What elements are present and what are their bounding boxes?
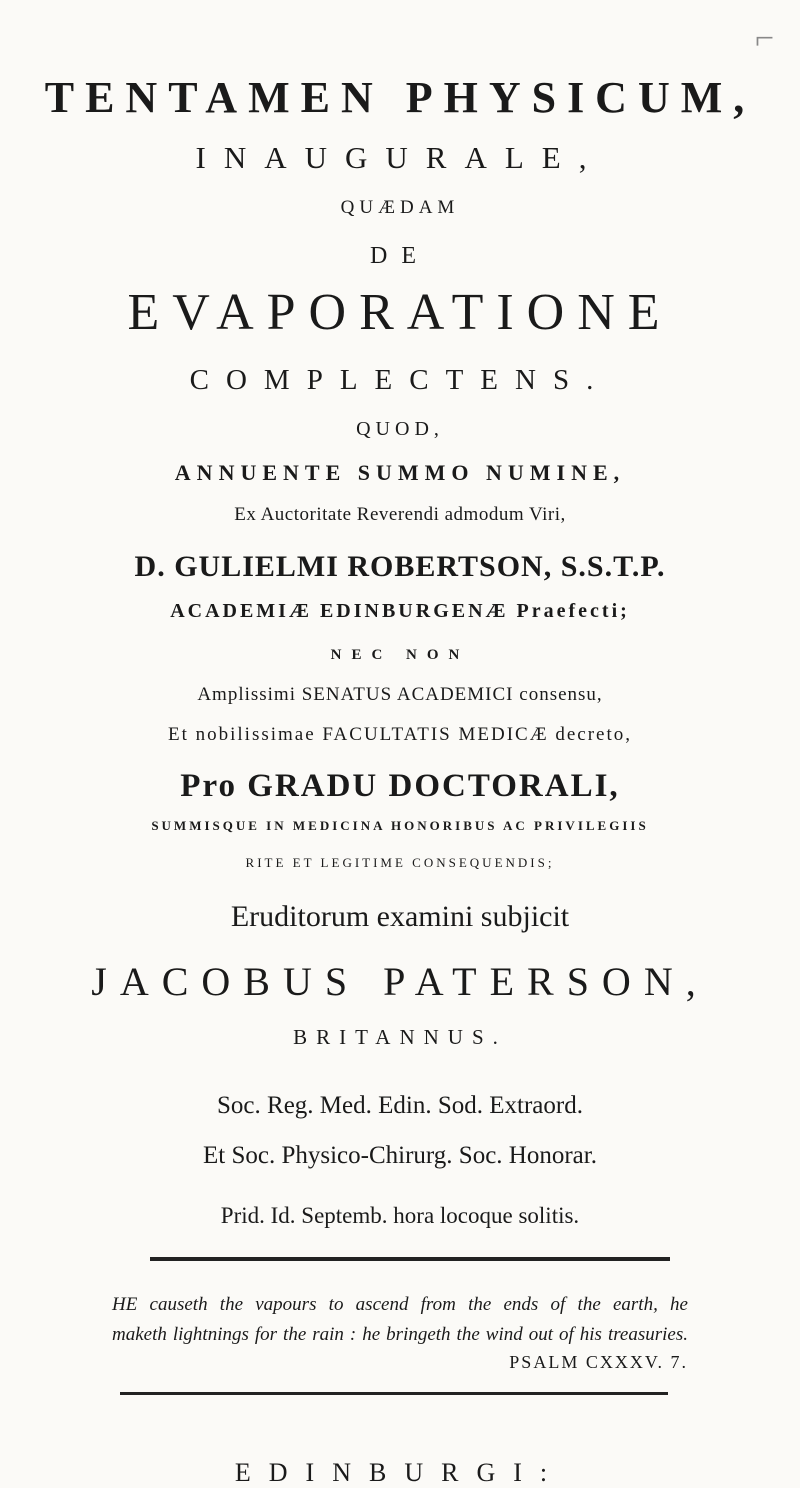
- de: DE: [370, 243, 430, 269]
- imprint-city: EDINBURGI:: [234, 1458, 566, 1487]
- date: Prid. Id. Septemb. hora locoque solitis.: [220, 1203, 580, 1228]
- complectens: COMPLECTENS.: [189, 364, 611, 396]
- rite: RITE ET LEGITIME CONSEQUENDIS;: [245, 855, 555, 870]
- senatus: Amplissimi SENATUS ACADEMICI consensu,: [197, 684, 603, 705]
- quod: QUOD,: [356, 418, 444, 440]
- rule-bottom: [120, 1392, 668, 1395]
- inaugurale: INAUGURALE,: [195, 140, 605, 175]
- eruditorum: Eruditorum examini subjicit: [230, 900, 570, 933]
- facultas: Et nobilissimae FACULTATIS MEDICÆ decreto,: [167, 724, 633, 745]
- title: TENTAMEN PHYSICUM,: [44, 73, 756, 122]
- page-corner-mark: ⌐: [754, 20, 774, 57]
- pro-gradu: Pro GRADU DOCTORALI,: [180, 768, 620, 804]
- annuente: ANNUENTE SUMMO NUMINE,: [174, 460, 626, 485]
- author: JACOBUS PATERSON,: [91, 959, 709, 1004]
- praefectus-name: D. GULIELMI ROBERTSON, S.S.T.P.: [134, 550, 666, 583]
- society-2: Et Soc. Physico-Chirurg. Soc. Honorar.: [203, 1142, 597, 1169]
- subject: EVAPORATIONE: [127, 284, 673, 341]
- quaedam: QUÆDAM: [340, 197, 460, 218]
- epigraph: [112, 1290, 688, 1350]
- rule-top: [150, 1257, 670, 1261]
- society-1: Soc. Reg. Med. Edin. Sod. Extraord.: [217, 1092, 583, 1119]
- nec-non: NEC NON: [330, 647, 470, 663]
- epigraph-citation: PSALM CXXXV. 7.: [509, 1352, 688, 1372]
- auctoritate: Ex Auctoritate Reverendi admodum Viri,: [234, 504, 566, 525]
- nationality: BRITANNUS.: [293, 1025, 507, 1049]
- academia: ACADEMIÆ EDINBURGENÆ Praefecti;: [170, 600, 630, 622]
- summisque: SUMMISQUE IN MEDICINA HONORIBUS AC PRIVILEGIIS: [151, 818, 649, 833]
- epigraph-line-1: HE causeth the vapours to ascend from the ends of the earth, he: [112, 1294, 688, 1315]
- epigraph-line-2: maketh lightnings for the rain : he bringeth the wind out of his treasuries.: [112, 1324, 688, 1345]
